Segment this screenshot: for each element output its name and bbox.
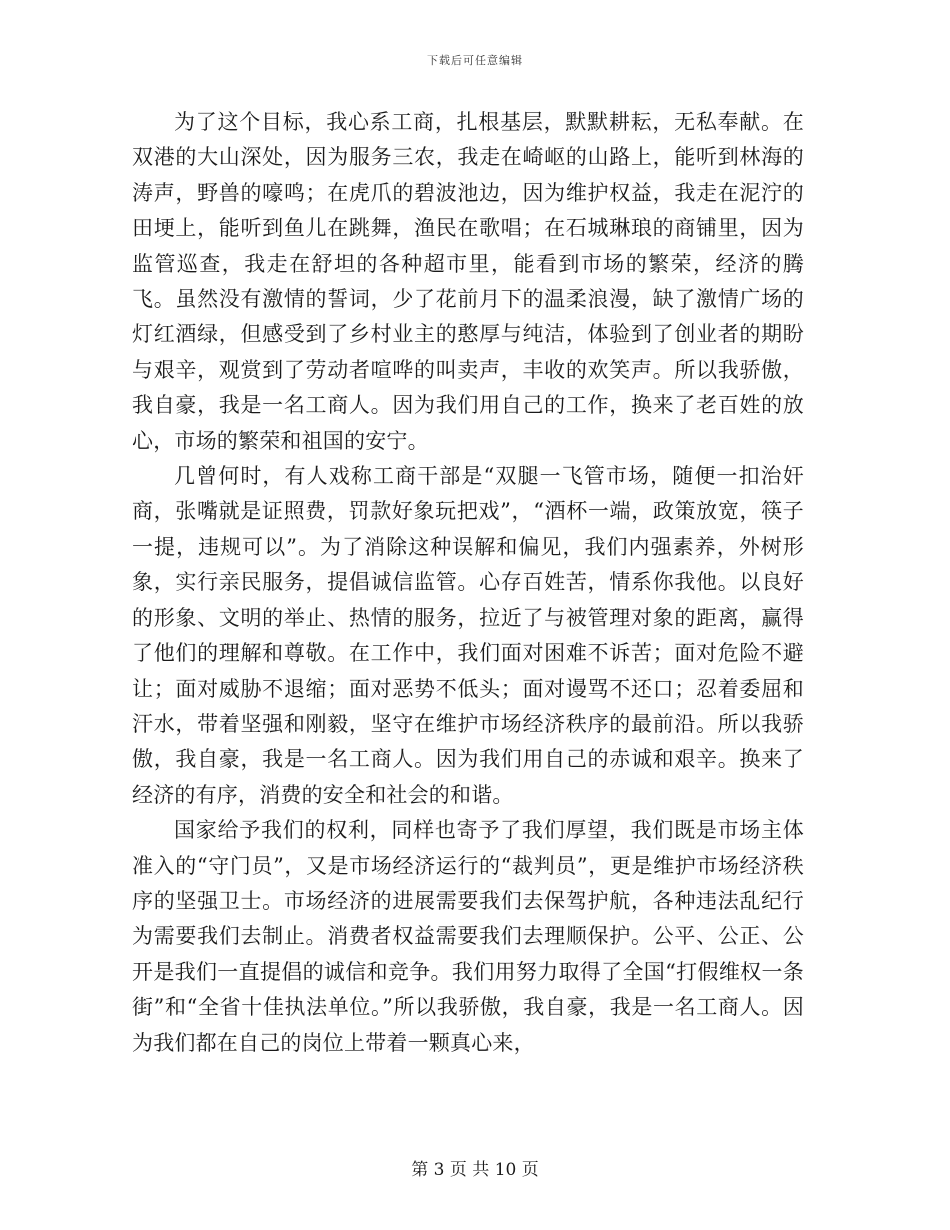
page-number-footer: 第 3 页 共 10 页: [411, 1160, 539, 1180]
paragraph-3: 国家给予我们的权利，同样也寄予了我们厚望，我们既是市场主体准入的“守门员”，又是市场经济运行的“裁判员”，更是维护市场经济秩序的坚强卫士。市场经济的进展需要我们去保驾护航，各种违法乱纪行为需要我们去制止。消费者权益需要我们去理顺保护。公平、公正、公开是我们一直提倡的诚信和竞争。我们用努力取得了全国“打假维权一条街”和“全省十佳执法单位。”所以我骄傲，我自豪，我是一名工商人。因为我们都在自己的岗位上带着一颗真心来，: [132, 818, 804, 1055]
document-body: [132, 105, 804, 1061]
paragraph-2: 几曾何时，有人戏称工商干部是“双腿一飞管市场，随便一扣治奸商，张嘴就是证照费，罚款好象玩把戏”，“酒杯一端，政策放宽，筷子一提，违规可以”。为了消除这种误解和偏见，我们内强素养，外树形象，实行亲民服务，提倡诚信监管。心存百姓苦，情系你我他。以良好的形象、文明的举止、热情的服务，拉近了与被管理对象的距离，赢得了他们的理解和尊敬。在工作中，我们面对困难不诉苦；面对危险不避让；面对威胁不退缩；面对恶势不低头；面对谩骂不还口；忍着委屈和汗水，带着坚强和刚毅，坚守在维护市场经济秩序的最前沿。所以我骄傲，我自豪，我是一名工商人。因为我们用自己的赤诚和艰辛。换来了经济的有序，消费的安全和社会的和谐。: [132, 464, 804, 807]
paragraph-1: 为了这个目标，我心系工商，扎根基层，默默耕耘，无私奉献。在双港的大山深处，因为服务三农，我走在崎岖的山路上，能听到林海的涛声，野兽的嚎鸣；在虎爪的碧波池边，因为维护权益，我走在泥泞的田埂上，能听到鱼儿在跳舞，渔民在歌唱；在石城琳琅的商铺里，因为监管巡查，我走在舒坦的各种超市里，能看到市场的繁荣，经济的腾飞。虽然没有激情的誓词，少了花前月下的温柔浪漫，缺了激情广场的灯红酒绿，但感受到了乡村业主的憨厚与纯洁，体验到了创业者的期盼与艰辛，观赏到了劳动者喧哗的叫卖声，丰收的欢笑声。所以我骄傲，我自豪，我是一名工商人。因为我们用自己的工作，换来了老百姓的放心，市场的繁荣和祖国的安宁。: [132, 110, 804, 453]
page-header: 下载后可任意编辑: [427, 54, 523, 67]
